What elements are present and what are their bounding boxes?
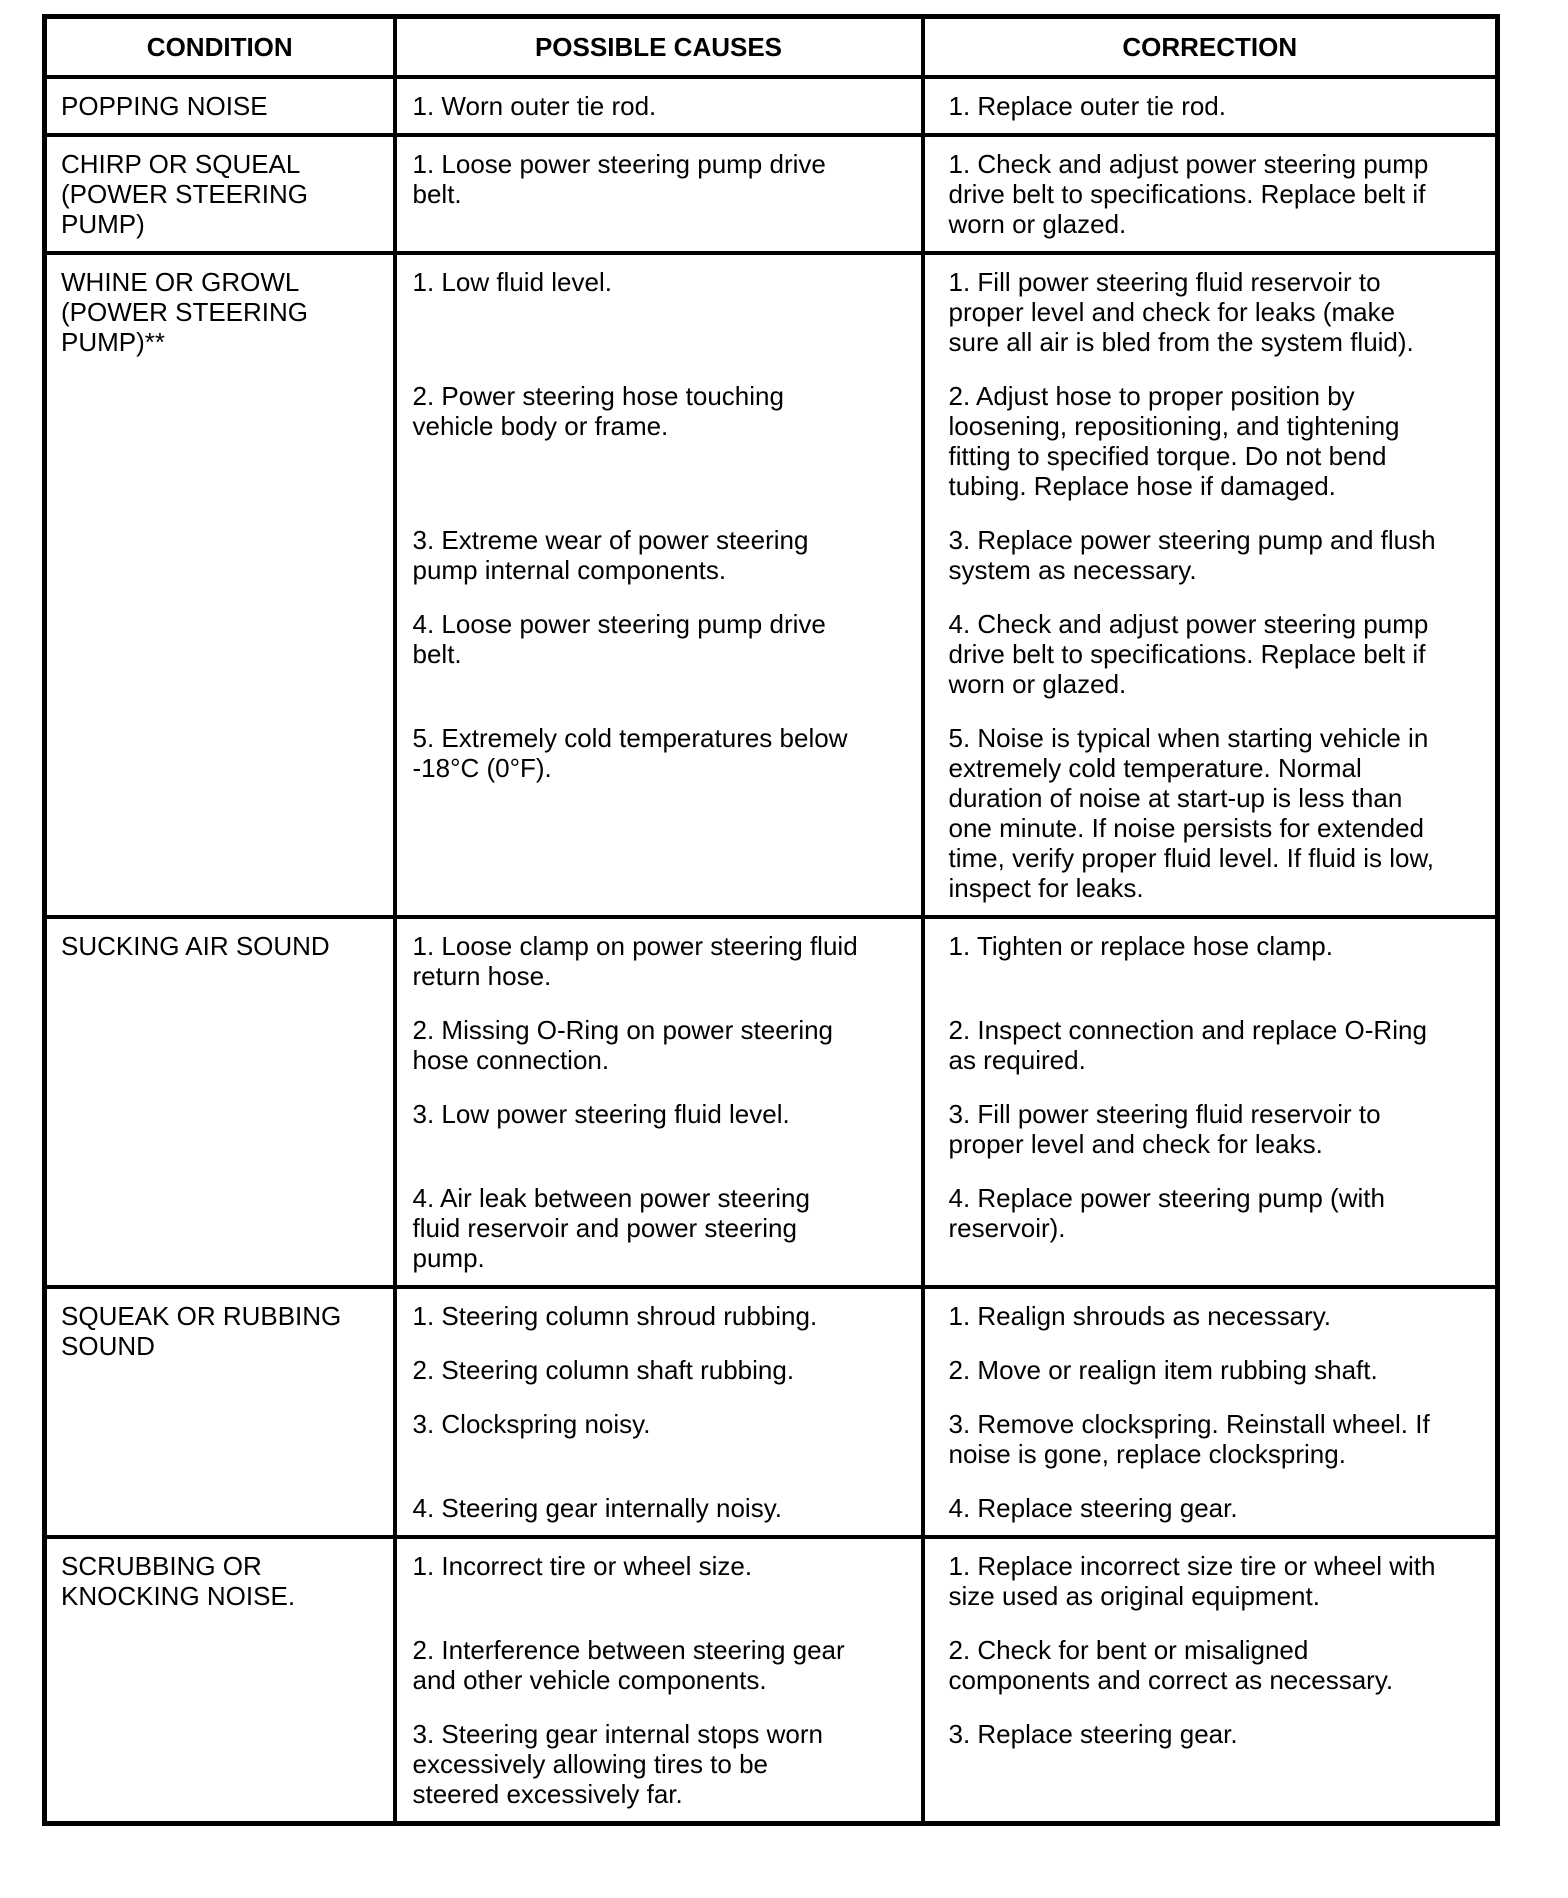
cause-item: 4. Air leak between power steering fluid reservoir and power steering pump. [395, 1171, 923, 1287]
correction-item: 1. Tighten or replace hose clamp. [923, 917, 1498, 1003]
condition-group-start-row [45, 1537, 1498, 1623]
condition-cell: POPPING NOISE [45, 77, 395, 135]
condition-group-start-row [45, 1287, 1498, 1343]
cause-item: 2. Missing O-Ring on power steering hose connection. [395, 1003, 923, 1087]
condition-cell: CHIRP OR SQUEAL (POWER STEERING PUMP) [45, 135, 395, 253]
cause-item: 3. Extreme wear of power steering pump internal components. [395, 513, 923, 597]
correction-item: 3. Replace steering gear. [923, 1707, 1498, 1824]
cause-item: 1. Loose clamp on power steering fluid return hose. [395, 917, 923, 1003]
cause-item: 2. Interference between steering gear and other vehicle components. [395, 1623, 923, 1707]
header-possible-causes: POSSIBLE CAUSES [395, 17, 923, 78]
correction-item: 1. Replace incorrect size tire or wheel with size used as original equipment. [923, 1537, 1498, 1623]
table-header-row [45, 17, 1498, 78]
cause-item: 4. Loose power steering pump drive belt. [395, 597, 923, 711]
condition-group-start-row [45, 917, 1498, 1003]
cause-item: 5. Extremely cold temperatures below -18°C (0°F). [395, 711, 923, 917]
cause-item: 2. Power steering hose touching vehicle body or frame. [395, 369, 923, 513]
condition-cell: SUCKING AIR SOUND [45, 917, 395, 1287]
condition-group-start-row [45, 77, 1498, 135]
table-body [45, 77, 1498, 1824]
condition-cell: WHINE OR GROWL (POWER STEERING PUMP)** [45, 253, 395, 917]
cause-item: 4. Steering gear internally noisy. [395, 1481, 923, 1537]
header-correction: CORRECTION [923, 17, 1498, 78]
condition-cell: SCRUBBING OR KNOCKING NOISE. [45, 1537, 395, 1824]
cause-item: 3. Low power steering fluid level. [395, 1087, 923, 1171]
correction-item: 2. Move or realign item rubbing shaft. [923, 1343, 1498, 1397]
cause-item: 1. Loose power steering pump drive belt. [395, 135, 923, 253]
correction-item: 4. Replace steering gear. [923, 1481, 1498, 1537]
header-condition: CONDITION [45, 17, 395, 78]
correction-item: 4. Check and adjust power steering pump drive belt to specifications. Replace belt if worn or glazed. [923, 597, 1498, 711]
correction-item: 1. Replace outer tie rod. [923, 77, 1498, 135]
cause-item: 1. Low fluid level. [395, 253, 923, 369]
steering-noise-diagnosis-table [42, 14, 1500, 1826]
correction-item: 2. Adjust hose to proper position by loosening, repositioning, and tightening fitting to specified torque. Do not bend tubing. Replace hose if damaged. [923, 369, 1498, 513]
cause-item: 1. Steering column shroud rubbing. [395, 1287, 923, 1343]
correction-item: 3. Remove clockspring. Reinstall wheel. If noise is gone, replace clockspring. [923, 1397, 1498, 1481]
correction-item: 3. Fill power steering fluid reservoir to proper level and check for leaks. [923, 1087, 1498, 1171]
condition-group-start-row [45, 135, 1498, 253]
correction-item: 2. Inspect connection and replace O-Ring as required. [923, 1003, 1498, 1087]
cause-item: 3. Clockspring noisy. [395, 1397, 923, 1481]
condition-group-start-row [45, 253, 1498, 369]
correction-item: 2. Check for bent or misaligned components and correct as necessary. [923, 1623, 1498, 1707]
cause-item: 1. Worn outer tie rod. [395, 77, 923, 135]
correction-item: 1. Realign shrouds as necessary. [923, 1287, 1498, 1343]
correction-item: 1. Check and adjust power steering pump drive belt to specifications. Replace belt if worn or glazed. [923, 135, 1498, 253]
condition-cell: SQUEAK OR RUBBING SOUND [45, 1287, 395, 1537]
correction-item: 1. Fill power steering fluid reservoir to proper level and check for leaks (make sure all air is bled from the system fluid). [923, 253, 1498, 369]
cause-item: 3. Steering gear internal stops worn excessively allowing tires to be steered excessively far. [395, 1707, 923, 1824]
correction-item: 3. Replace power steering pump and flush system as necessary. [923, 513, 1498, 597]
correction-item: 5. Noise is typical when starting vehicle in extremely cold temperature. Normal duration of noise at start-up is less than one minute. If noise persists for extended time, verify proper fluid level. If fluid is low, inspect for leaks. [923, 711, 1498, 917]
cause-item: 2. Steering column shaft rubbing. [395, 1343, 923, 1397]
correction-item: 4. Replace power steering pump (with reservoir). [923, 1171, 1498, 1287]
cause-item: 1. Incorrect tire or wheel size. [395, 1537, 923, 1623]
